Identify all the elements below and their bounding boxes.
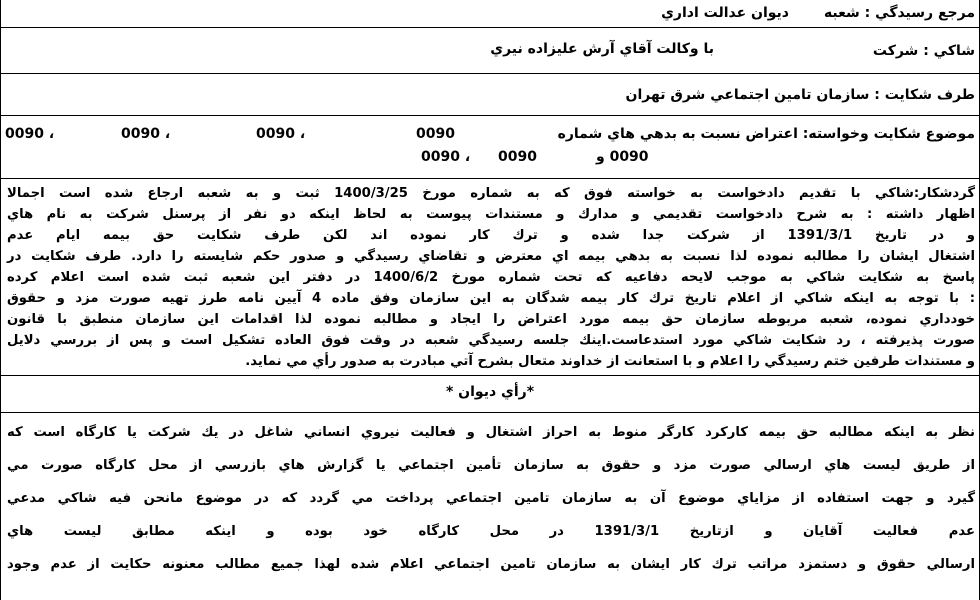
verdict-line: ارسالي حقوق و دستمزد مراتب ترك كار ايشان به سازمان تامين اجتماعي اعلام شده لهذا جميع مطالب معنونه حكايت از عدم وجود <box>7 557 975 572</box>
report-line: اشتغال ايشان را مطالبه نموده لذا نسبت به بدهي بيمه اي معترض و تقاضاي رسيدگي و صدور حكم شايسته را دارد. طرف شكايت در <box>7 249 975 264</box>
report-line: گردشكار:شاكي با تقديم دادخواست به خواسته فوق كه به شماره مورخ 1400/3/25 ثبت و به شعبه ارجاع شده است اجمالا <box>7 186 976 201</box>
verdict-divider <box>1 412 979 413</box>
report-line: خودداري نموده، شعبه مربوطه سازمان حق بيمه مورد اعتراض را ايجاد و مطالبه نموده لذا اقدامات اين سازمان منطبق با قانون <box>7 312 975 327</box>
report-line: صورت پذيرفته ، رد شكايت شاكي مورد استدعاست.اينك جلسه رسيدگي شعبه در وقت فوق العاده تشكيل است و پس از بررسي دلايل <box>7 333 975 348</box>
verdict-line: عدم فعاليت آقايان و ازتاريخ 1391/3/1 در محل كارگاه خود بوده و اينكه مطابق ليست هاي <box>7 524 975 539</box>
subject-line: موضوع شكايت وخواسته: اعتراض نسبت به بدهي هاي شماره <box>557 126 975 142</box>
verdict-line: گيرد و جهت استفاده از مزاياي موضوع آن به سازمان تامين اجتماعي پرداخت مي گردد كه در موضوع مانحن فيه شاكي مدعي <box>7 491 975 506</box>
subject-number-6: 0090 و <box>596 149 649 165</box>
plaintiff-label: شاكي : شركت <box>872 43 975 59</box>
subject-number-7: 0090 <box>498 149 537 165</box>
subject-number-4: 0090 ، <box>5 126 55 142</box>
report-line: پاسخ به شكايت شاكي به موجب لايحه دفاعيه كه تحت شماره مورخ 1400/6/2 در دفتر اين شعبه ثبت شده است اعلام كرده <box>7 270 975 285</box>
report-line: و در تاريخ 1391/3/1 از شركت جدا شده و ترك كار نموده اند لكن طرف شكايت حق بيمه ايام عدم <box>7 228 975 243</box>
header-band-plaintiff <box>1 27 979 74</box>
plaintiff-representative: با وكالت آقاي آرش عليزاده نيري <box>490 41 714 57</box>
header-band-defendant <box>1 73 979 116</box>
header-band-subject <box>1 115 979 179</box>
report-line: اظهار داشته : به شرح دادخواست تقديمي و مدارك و مستندات پيوست به لحاظ اينكه دو نفر از پرسنل شركت به نام هاي <box>7 207 975 222</box>
report-line: : با توجه به اينكه شاكي از اعلام تاريخ ترك كار بيمه شدگان به اين سازمان وفق ماده 4 آيين نامه طرز تهيه صورت مزد و حقوق <box>7 291 975 306</box>
authority-value: ديوان عدالت اداري <box>661 5 789 21</box>
subject-number-1: 0090 <box>416 126 455 142</box>
verdict-title: *رأي ديوان * <box>445 384 535 400</box>
authority-label: مرجع رسيدگي : شعبه <box>823 5 975 21</box>
report-line: و مستندات طرفين ختم رسيدگي را اعلام و با استعانت از خداوند متعال بشرح آتي مبادرت به صدور رأي مي نمايد. <box>245 354 975 369</box>
subject-number-5: 0090 ، <box>421 149 471 165</box>
subject-number-3: 0090 ، <box>121 126 171 142</box>
header-band-authority <box>1 0 979 28</box>
subject-number-2: 0090 ، <box>256 126 306 142</box>
report-divider <box>1 375 979 376</box>
verdict-line: نظر به اينكه مطالبه حق بيمه كاركرد كارگر منوط به احراز اشتغال و فعاليت نيروي انساني شاغل در يك شركت يا كارگاه است كه <box>7 425 975 440</box>
verdict-line: از طريق ليست هاي ارسالي صورت مزد و حقوق به سازمان تأمين اجتماعي يا گزارش هاي بازرسي از محل كارگاه صورت مي <box>7 458 975 473</box>
defendant-line: طرف شكايت : سازمان تامين اجتماعي شرق تهران <box>625 87 975 103</box>
